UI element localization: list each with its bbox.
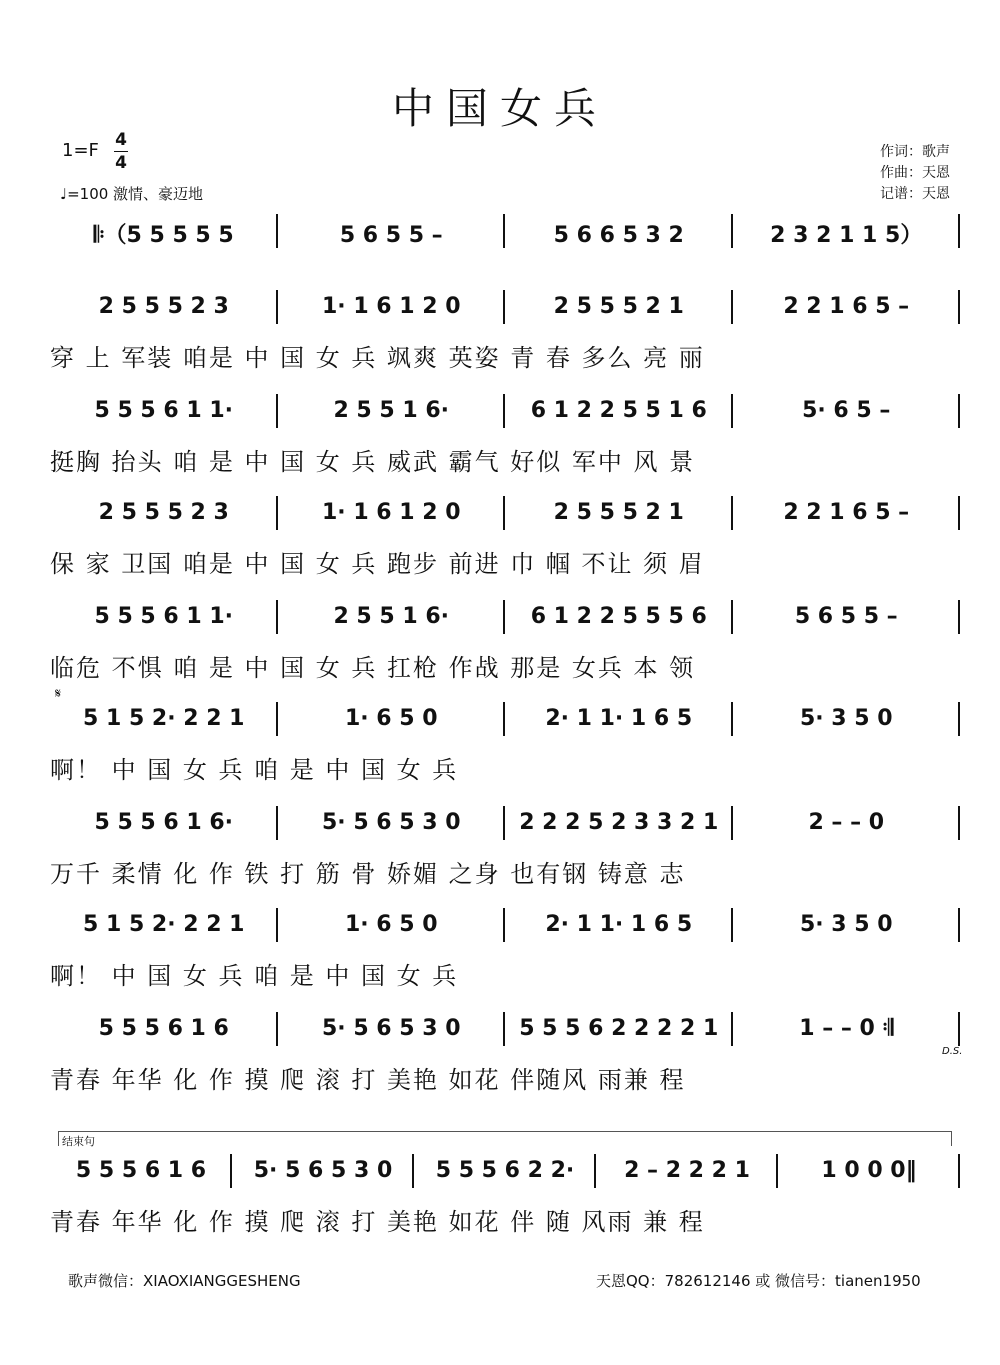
measure: 2 – – 0: [808, 810, 885, 835]
barline: [230, 1154, 232, 1188]
barline: [503, 702, 505, 736]
barline: [503, 214, 505, 248]
time-sig-bottom: 4: [115, 153, 127, 173]
lyrics-line: 挺胸 抬头 咱 是 中 国 女 兵 威武 霸气 好似 军中 风 景: [50, 448, 696, 476]
notes-line: [50, 706, 960, 740]
barline: [731, 600, 733, 634]
barline: [958, 1012, 960, 1046]
measure: 5 5 5 6 1 1·: [94, 398, 233, 423]
measure: 5 5 5 6 1 6·: [94, 810, 233, 835]
measure: 1· 1 6 1 2 0: [322, 294, 461, 319]
lyrics-line: 保 家 卫国 咱是 中 国 女 兵 跑步 前进 巾 帼 不让 须 眉: [50, 550, 705, 578]
lyrics-line: 青春 年华 化 作 摸 爬 滚 打 美艳 如花 伴随风 雨兼 程: [50, 1066, 686, 1094]
lyrics-line: 青春 年华 化 作 摸 爬 滚 打 美艳 如花 伴 随 风雨 兼 程: [50, 1208, 705, 1236]
lyrics-line: 万千 柔情 化 作 铁 打 筋 骨 娇媚 之身 也有钢 铸意 志: [50, 860, 686, 888]
measure: 2· 1 1· 1 6 5: [545, 912, 693, 937]
barline: [731, 1012, 733, 1046]
measure: 1 – – 0 𝄇: [799, 1016, 894, 1041]
barline: [958, 394, 960, 428]
measure: 2 5 5 5 2 3: [98, 294, 229, 319]
measure: 5· 6 5 –: [802, 398, 891, 423]
barline: [958, 702, 960, 736]
barline: [731, 394, 733, 428]
barline: [503, 290, 505, 324]
measure: 5 5 5 6 1 6: [75, 1158, 207, 1183]
measure: 5 5 5 6 2 2·: [435, 1158, 575, 1183]
measure: 5· 3 5 0: [799, 912, 893, 937]
barline: [276, 496, 278, 530]
measure: 1· 1 6 1 2 0: [322, 500, 461, 525]
measure: 5· 5 6 5 3 0: [322, 810, 461, 835]
barline: [276, 600, 278, 634]
barline: [958, 290, 960, 324]
measure: 𝄆（5 5 5 5 5: [93, 223, 234, 248]
barline: [958, 1154, 960, 1188]
notes-line: [50, 810, 960, 844]
key-signature: 1=F: [62, 140, 99, 161]
transcriber: 记谱：天恩: [880, 186, 950, 202]
measure: 2 5 5 1 6·: [333, 604, 450, 629]
barline: [503, 806, 505, 840]
measure: 5 6 6 5 3 2: [553, 223, 684, 248]
ending-bracket: [58, 1131, 952, 1146]
tempo-text: =100 激情、豪迈地: [67, 185, 204, 203]
notes-line: [50, 912, 960, 946]
segno-sign: 𝄋: [55, 686, 62, 702]
lyrics-line: 啊！ 中 国 女 兵 咱 是 中 国 女 兵: [50, 756, 459, 784]
measure: 2 2 1 6 5 –: [783, 500, 910, 525]
measure: 5 6 5 5 –: [339, 223, 443, 248]
measure: 5 5 5 6 1 1·: [94, 604, 233, 629]
lyrics-line: [50, 262, 960, 294]
measure: 2 2 1 6 5 –: [783, 294, 910, 319]
barline: [276, 806, 278, 840]
time-sig-top: 4: [115, 130, 127, 150]
measure: 2 5 5 1 6·: [333, 398, 450, 423]
tempo-marking: ♩=100 激情、豪迈地: [60, 185, 204, 203]
measure: 5 1 5 2· 2 2 1: [83, 706, 245, 731]
composer: 作曲：天恩: [880, 165, 950, 181]
measure: 2· 1 1· 1 6 5: [545, 706, 693, 731]
measure: 2 3 2 1 1 5）: [770, 223, 923, 248]
measure: 2 – 2 2 2 1: [624, 1158, 750, 1183]
barline: [731, 214, 733, 248]
measure: 2 2 2 5 2 3 3 2 1: [519, 810, 719, 835]
footer-contact: 天恩QQ：782612146 或 微信号：tianen1950: [596, 1272, 921, 1290]
measure: 5· 5 6 5 3 0: [253, 1158, 393, 1183]
lyrics-line: 临危 不惧 咱 是 中 国 女 兵 扛枪 作战 那是 女兵 本 领: [50, 654, 696, 682]
barline: [276, 394, 278, 428]
barline: [731, 806, 733, 840]
barline: [276, 290, 278, 324]
notes-line: [50, 604, 960, 638]
barline: [594, 1154, 596, 1188]
barline: [412, 1154, 414, 1188]
barline: [731, 908, 733, 942]
measure: 6 1 2 2 5 5 1 6: [530, 398, 707, 423]
barline: [958, 908, 960, 942]
barline: [503, 1012, 505, 1046]
notes-line: [50, 500, 960, 534]
measure: 5 1 5 2· 2 2 1: [83, 912, 245, 937]
notes-line: [50, 1016, 960, 1050]
barline: [776, 1154, 778, 1188]
measure: 1· 6 5 0: [344, 706, 438, 731]
lyrics-line: 穿 上 军装 咱是 中 国 女 兵 飒爽 英姿 青 春 多么 亮 丽: [50, 344, 705, 372]
measure: 6 1 2 2 5 5 5 6: [530, 604, 707, 629]
barline: [731, 702, 733, 736]
barline: [503, 496, 505, 530]
barline: [731, 290, 733, 324]
ds-mark: D.S.: [942, 1046, 963, 1057]
barline: [276, 214, 278, 248]
barline: [503, 600, 505, 634]
measure: 5· 5 6 5 3 0: [322, 1016, 461, 1041]
measure: 2 5 5 5 2 1: [553, 294, 684, 319]
measure: 1· 6 5 0: [344, 912, 438, 937]
measure: 2 5 5 5 2 3: [98, 500, 229, 525]
footer-wechat: 歌声微信：XIAOXIANGGESHENG: [68, 1272, 301, 1290]
barline: [276, 1012, 278, 1046]
notes-line: [50, 398, 960, 432]
notes-line: [50, 218, 960, 252]
measure: 5 5 5 6 1 6: [98, 1016, 229, 1041]
song-title: 中国女兵: [391, 84, 608, 133]
barline: [958, 214, 960, 248]
barline: [503, 908, 505, 942]
measure: 5· 3 5 0: [799, 706, 893, 731]
barline: [503, 394, 505, 428]
barline: [731, 496, 733, 530]
credits: [880, 142, 950, 205]
barline: [958, 806, 960, 840]
barline: [958, 600, 960, 634]
barline: [958, 496, 960, 530]
notes-line: [50, 1158, 960, 1192]
measure: 1 0 0 0‖: [821, 1158, 917, 1183]
notes-line: [50, 294, 960, 328]
ending-label: 结束句: [62, 1135, 95, 1148]
measure: 5 6 5 5 –: [794, 604, 898, 629]
time-signature: [114, 130, 128, 173]
measure: 5 5 5 6 2 2 2 2 1: [519, 1016, 719, 1041]
barline: [276, 702, 278, 736]
lyrics-line: 啊！ 中 国 女 兵 咱 是 中 国 女 兵: [50, 962, 459, 990]
measure: 2 5 5 5 2 1: [553, 500, 684, 525]
barline: [276, 908, 278, 942]
lyricist: 作词：歌声: [880, 144, 950, 160]
